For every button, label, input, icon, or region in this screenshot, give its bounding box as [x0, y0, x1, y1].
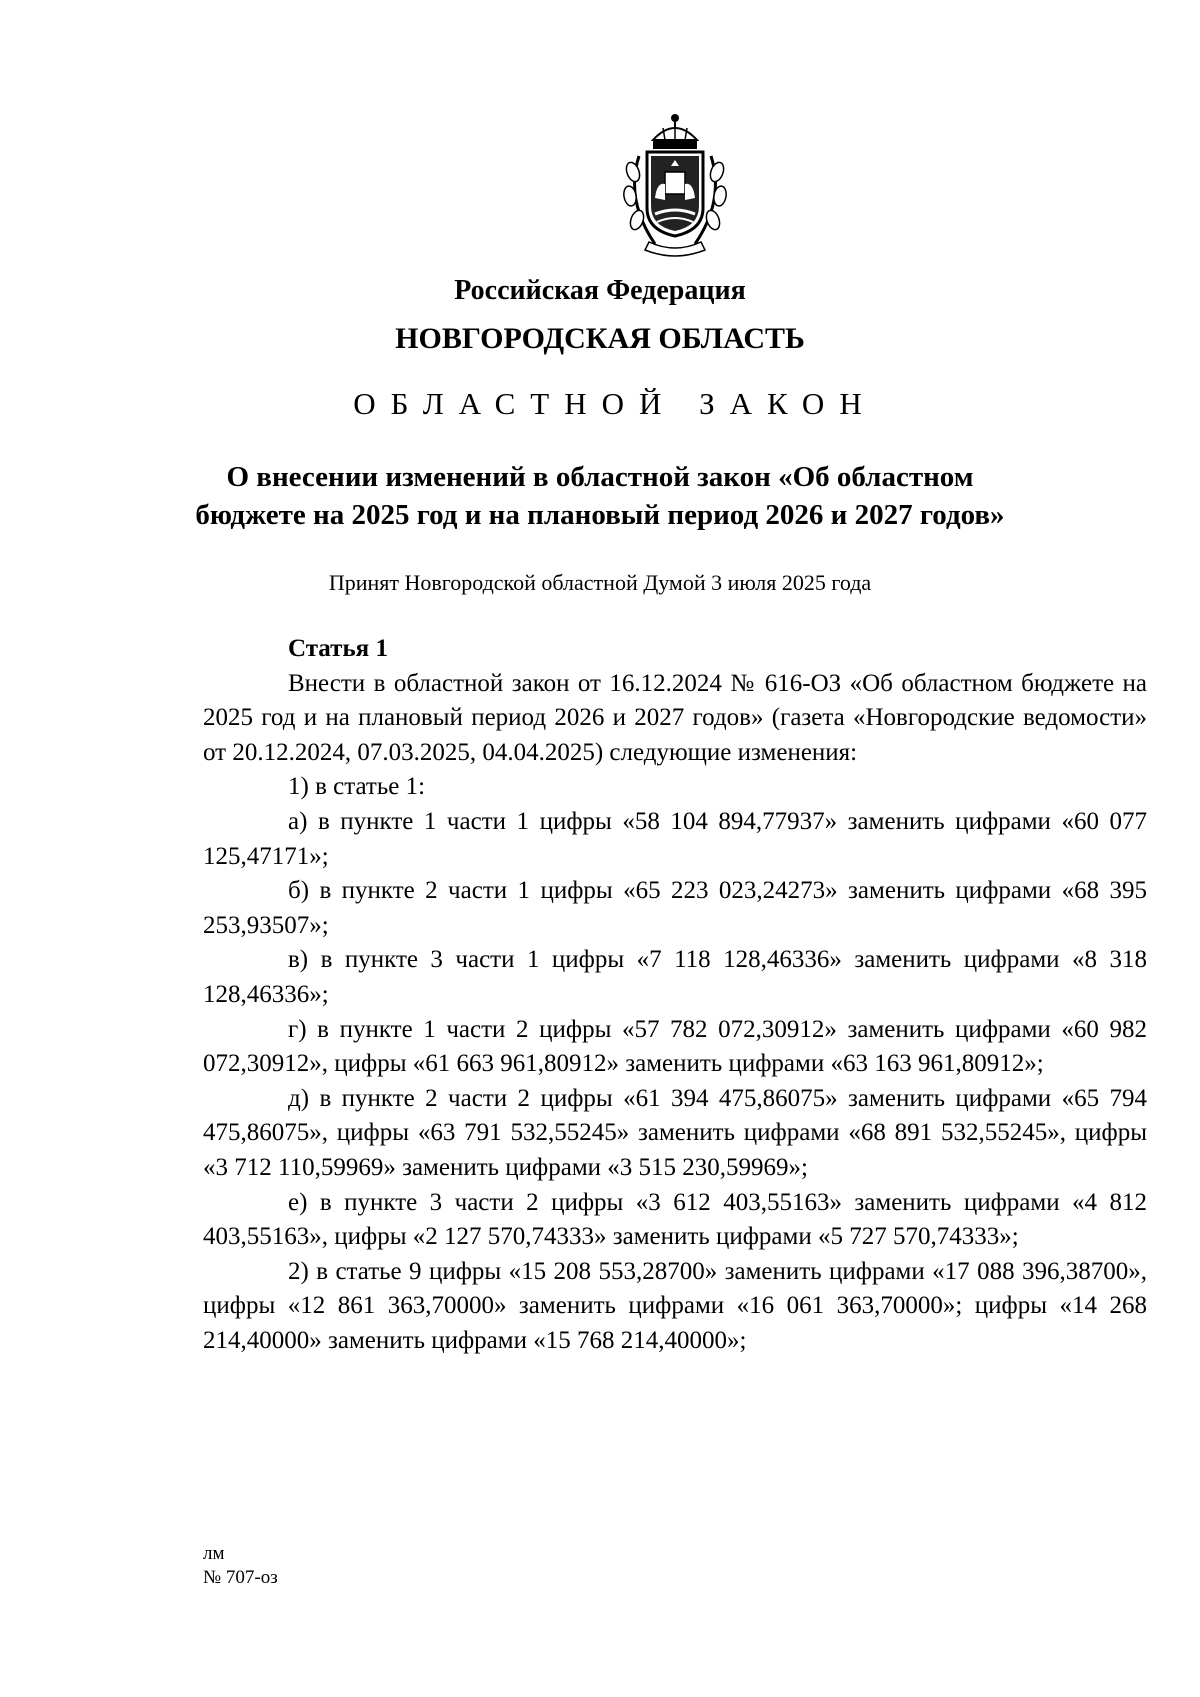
paragraph-item-2: 2) в статье 9 цифры «15 208 553,28700» заменить цифрами «17 088 396,38700», цифры «12 861 363,70000» заменить цифрами «16 061 363,70000»; цифры «14 268 214,40000» заменить цифрами «15 768 214,40000»;	[203, 1257, 1147, 1354]
footer-marks	[203, 1542, 278, 1590]
adoption-note: Принят Новгородской областной Думой 3 июля 2025 года	[328, 570, 872, 595]
paragraph-item-1: 1) в статье 1:	[288, 773, 426, 801]
footer-initials: лм	[203, 1543, 225, 1564]
law-body	[203, 632, 1147, 1358]
law-title	[0, 458, 1200, 534]
coat-of-arms-icon	[615, 110, 735, 258]
region-title: НОВГОРОДСКАЯ ОБЛАСТЬ	[395, 322, 805, 355]
paragraph-item-1a: а) в пункте 1 части 1 цифры «58 104 894,77937» заменить цифрами «60 077 125,47171»;	[203, 807, 1147, 870]
federation-title: Российская Федерация	[454, 275, 746, 306]
paragraph-item-1g: г) в пункте 1 части 2 цифры «57 782 072,30912» заменить цифрами «60 982 072,30912», цифры «61 663 961,80912» заменить цифрами «63 163 961,80912»;	[203, 1015, 1147, 1078]
paragraph-item-1b: б) в пункте 2 части 1 цифры «65 223 023,24273» заменить цифрами «68 395 253,93507»;	[203, 877, 1147, 939]
paragraph-item-1d: д) в пункте 2 части 2 цифры «61 394 475,86075» заменить цифрами «65 794 475,86075», цифры «63 791 532,55245» заменить цифрами «68 891 532,55245», цифры «3 712 110,59969» заменить цифрами «3 515 230,59969»;	[203, 1084, 1147, 1181]
law-type-heading: ОБЛАСТНОЙ ЗАКОН	[353, 386, 877, 421]
article-heading: Статья 1	[288, 635, 388, 662]
law-title-line-2: бюджете на 2025 год и на плановый период 2026 и 2027 годов»	[195, 499, 1005, 531]
paragraph-intro: Внести в областной закон от 16.12.2024 № 616-ОЗ «Об областном бюджете на 2025 год и на плановый период 2026 и 2027 годов» (газета «Новгородские ведомости» от 20.12.2024, 07.03.2025, 04.04.2025) следующие изменения:	[203, 669, 1147, 766]
footer-law-number: № 707-оз	[203, 1567, 278, 1588]
paragraph-item-1v: в) в пункте 3 части 1 цифры «7 118 128,46336» заменить цифрами «8 318 128,46336»;	[203, 946, 1147, 1008]
paragraph-item-1e: е) в пункте 3 части 2 цифры «3 612 403,55163» заменить цифрами «4 812 403,55163», цифры «2 127 570,74333» заменить цифрами «5 727 570,74333»;	[203, 1188, 1147, 1251]
law-title-line-1: О внесении изменений в областной закон «Об областном	[226, 461, 974, 493]
